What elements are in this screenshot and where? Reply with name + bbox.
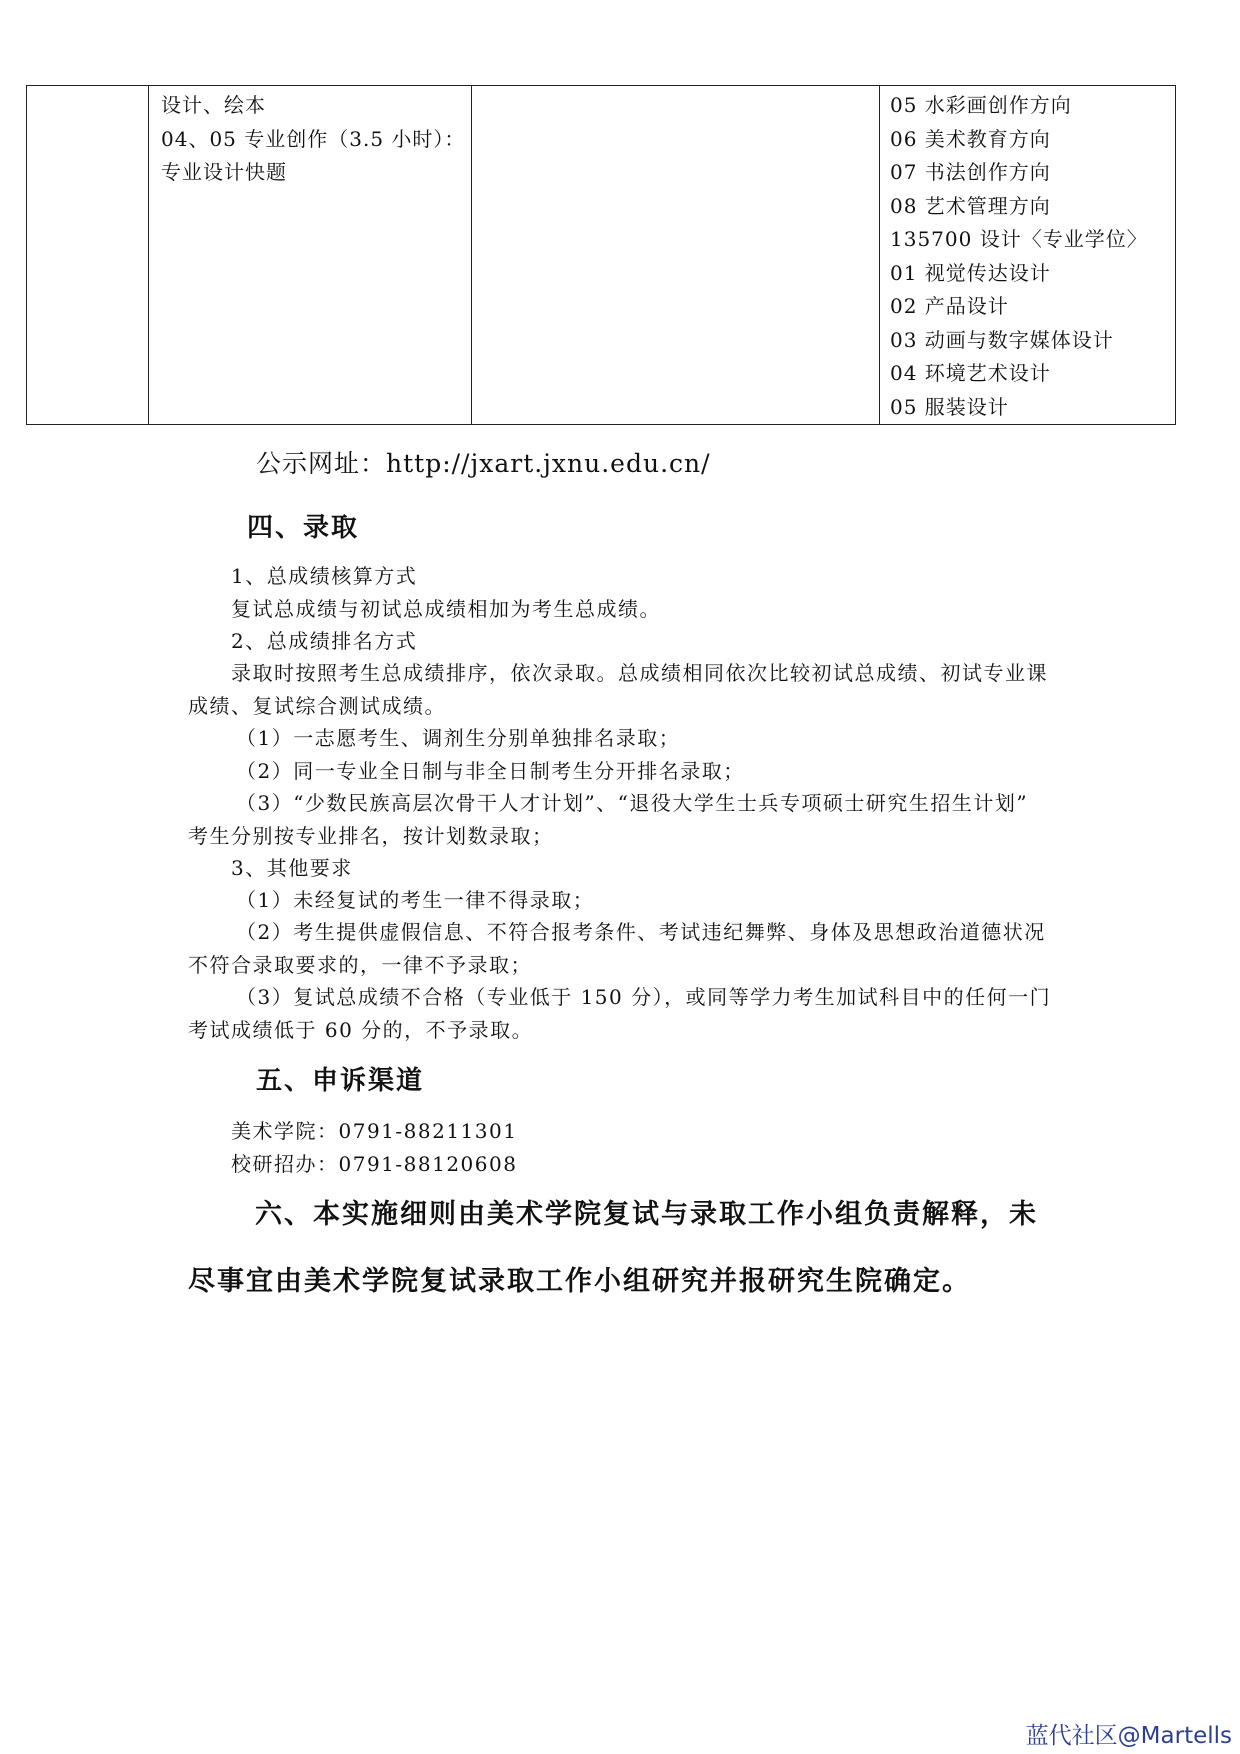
section-six-line: 尽事宜由美术学院复试录取工作小组研究并报研究生院确定。 [188,1266,971,1297]
paragraph-line: 3、其他要求 [231,856,353,880]
table-cell-line: 07 书法创作方向 [890,160,1051,184]
paragraph-line: （2）考生提供虚假信息、不符合报考条件、考试违纪舞弊、身体及思想政治道德状况 [236,920,1046,944]
watermark: 蓝代社区@Martells [1025,1723,1232,1749]
table-cell-line: 08 艺术管理方向 [890,193,1051,218]
table-divider [148,86,149,424]
table-cell-line: 专业设计快题 [161,160,287,184]
paragraph-line: 录取时按照考生总成绩排序，依次录取。总成绩相同依次比较初试总成绩、初试专业课 [231,661,1048,685]
table-cell-line: 06 美术教育方向 [890,126,1051,151]
url-label: 公示网址： [256,449,387,478]
paragraph-line: 1、总成绩核算方式 [231,564,418,588]
table-cell-line: 135700 设计〈专业学位〉 [890,227,1148,251]
section-six-line: 六、本实施细则由美术学院复试与录取工作小组负责解释，未 [255,1199,1038,1230]
paragraph-line: （2）同一专业全日制与非全日制考生分开排名录取； [236,759,745,783]
table-cell-line: 04、05 专业创作（3.5 小时）： [161,126,466,151]
public-url-link[interactable]: http://jxart.jxnu.edu.cn/ [386,449,711,478]
paragraph-line: （3）复试总成绩不合格（专业低于 150 分），或同等学力考生加试科目中的任何一门 [236,985,1052,1009]
public-url-line [256,444,711,480]
paragraph-line: （3）“少数民族高层次骨干人才计划”、“退役大学生士兵专项硕士研究生招生计划” [236,791,1029,815]
table-cell-line: 03 动画与数字媒体设计 [890,327,1114,352]
major-list-cell [890,89,1148,424]
contact-line: 美术学院：0791-88211301 [231,1119,518,1143]
section-admission-title: 四、录取 [247,513,360,543]
table-cell-line: 设计、绘本 [161,93,266,117]
exam-content-cell [161,89,465,190]
table-cell-line: 02 产品设计 [890,294,1009,318]
paragraph-line: 成绩、复试综合测试成绩。 [188,694,446,718]
paragraph-line: 2、总成绩排名方式 [231,629,418,653]
paragraph-line: 复试总成绩与初试总成绩相加为考生总成绩。 [231,597,661,621]
paragraph-line: （1）未经复试的考生一律不得录取； [236,888,595,912]
paragraph-line: 考生分别按专业排名，按计划数录取； [188,824,554,848]
admissions-table [26,85,1176,425]
contact-line: 校研招办：0791-88120608 [231,1152,518,1176]
table-divider [879,86,880,424]
paragraph-line: （1）一志愿考生、调剂生分别单独排名录取； [236,726,681,750]
table-cell-line: 01 视觉传达设计 [890,260,1051,285]
table-cell-line: 05 水彩画创作方向 [890,93,1072,117]
table-divider [471,86,472,424]
paragraph-line: 考试成绩低于 60 分的，不予录取。 [188,1018,534,1042]
table-cell-line: 05 服装设计 [890,394,1009,419]
paragraph-line: 不符合录取要求的，一律不予录取； [188,953,532,977]
section-appeal-title: 五、申诉渠道 [256,1066,425,1096]
table-cell-line: 04 环境艺术设计 [890,361,1051,385]
